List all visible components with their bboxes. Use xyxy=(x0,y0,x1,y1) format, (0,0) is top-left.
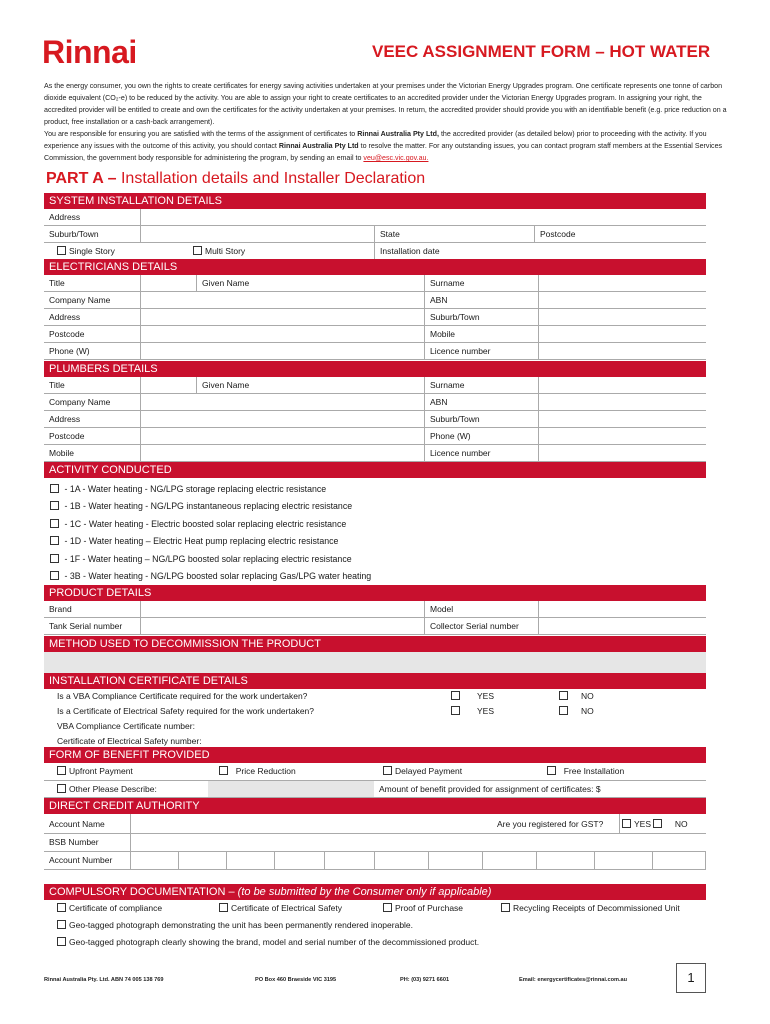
plumb-row-5 xyxy=(44,445,706,462)
elec-row-1 xyxy=(44,275,706,292)
proof-purchase-label: Proof of Purchase xyxy=(395,903,464,913)
vba-question: Is a VBA Compliance Certificate required for the work undertaken? xyxy=(57,691,308,701)
address-label: Address xyxy=(49,212,81,222)
vba-number-label: VBA Compliance Certificate number: xyxy=(57,721,195,731)
credit-section-header: DIRECT CREDIT AUTHORITY xyxy=(44,798,706,814)
elec-title-input[interactable] xyxy=(140,275,196,291)
cert-q2-row xyxy=(44,704,706,719)
activity-1c-label: - 1C - Water heating - Electric boosted solar replacing electric resistance xyxy=(64,519,347,529)
plumb-given-input[interactable] xyxy=(196,377,424,393)
other-benefit-label: Other Please Describe: xyxy=(69,784,157,794)
part-a-title: Installation details and Installer Declaration xyxy=(120,170,426,187)
esc-email-link[interactable]: veu@esc.vic.gov.au. xyxy=(363,154,429,162)
elec-title-label: Title xyxy=(49,278,65,288)
plumb-row-3 xyxy=(44,411,706,428)
compliance-checkbox[interactable] xyxy=(57,903,66,912)
ces-no-checkbox[interactable] xyxy=(559,706,568,715)
elec-row-3 xyxy=(44,309,706,326)
price-reduction-label: Price Reduction xyxy=(235,766,296,776)
elec-given-label: Given Name xyxy=(202,278,250,288)
activity-1f-checkbox[interactable] xyxy=(50,554,59,563)
activity-3b-label: - 3B - Water heating - NG/LPG boosted solar replacing Gas/LPG water heating xyxy=(64,571,372,581)
tank-serial-input[interactable] xyxy=(140,618,424,634)
account-name-label: Account Name xyxy=(49,819,105,829)
elec-licence-label: Licence number xyxy=(424,343,538,359)
docs-header-note: (to be submitted by the Consumer only if applicable) xyxy=(237,886,492,898)
account-digit-1[interactable] xyxy=(130,852,178,869)
activity-item xyxy=(50,553,352,565)
elec-phone-input[interactable] xyxy=(140,343,424,359)
elec-suburb-input[interactable] xyxy=(538,309,706,325)
account-digit-3[interactable] xyxy=(226,852,274,869)
plumb-postcode-label: Postcode xyxy=(49,431,85,441)
rinnai-logo: Rinnai xyxy=(42,34,137,70)
benefit-row-1 xyxy=(44,763,706,781)
plumb-mobile-input[interactable] xyxy=(140,445,424,461)
elec-abn-label: ABN xyxy=(424,292,538,308)
account-digit-4[interactable] xyxy=(274,852,324,869)
system-address-row xyxy=(44,209,706,226)
vba-yes-label: YES xyxy=(477,691,495,701)
postcode-input[interactable] xyxy=(534,226,706,242)
plumb-phone-input[interactable] xyxy=(538,428,706,444)
gst-yes-label: YES xyxy=(634,819,652,829)
activity-3b-checkbox[interactable] xyxy=(50,571,59,580)
plumb-licence-label: Licence number xyxy=(424,445,538,461)
brand-input[interactable] xyxy=(140,601,424,617)
delayed-payment-label: Delayed Payment xyxy=(395,766,463,776)
plumb-row-4 xyxy=(44,428,706,445)
activity-1d-checkbox[interactable] xyxy=(50,536,59,545)
plumb-title-input[interactable] xyxy=(140,377,196,393)
suburb-input[interactable] xyxy=(140,226,374,242)
multi-story-checkbox[interactable] xyxy=(193,246,202,255)
ces-yes-checkbox[interactable] xyxy=(451,706,460,715)
account-digit-7[interactable] xyxy=(428,852,482,869)
recycling-checkbox[interactable] xyxy=(501,903,510,912)
address-input[interactable] xyxy=(140,209,706,225)
docs-row-2 xyxy=(44,917,706,934)
elec-address-label: Address xyxy=(49,312,81,322)
geo-brand-label: Geo-tagged photograph clearly showing the brand, model and serial number of the decommissioned product. xyxy=(69,937,480,947)
vba-yes-checkbox[interactable] xyxy=(451,691,460,700)
method-input[interactable] xyxy=(44,652,706,673)
system-section-header: SYSTEM INSTALLATION DETAILS xyxy=(44,193,706,209)
intro-p2b: Rinnai Australia Pty Ltd, xyxy=(357,130,439,138)
plumb-suburb-label: Suburb/Town xyxy=(424,411,538,427)
footer-phone: PH: (03) 9271 6601 xyxy=(400,977,450,983)
system-story-row xyxy=(44,243,706,260)
product-section-header: PRODUCT DETAILS xyxy=(44,585,706,601)
footer-email: Email: energycertificates@rinnai.com.au xyxy=(519,977,628,983)
model-label: Model xyxy=(424,601,538,617)
page-number: 1 xyxy=(676,963,706,993)
plumb-phone-label: Phone (W) xyxy=(424,428,538,444)
gst-no-checkbox[interactable] xyxy=(653,819,662,828)
electrical-safety-label: Certificate of Electrical Safety xyxy=(231,903,343,913)
account-digit-11[interactable] xyxy=(652,852,706,869)
cert-section-header: INSTALLATION CERTIFICATE DETAILS xyxy=(44,673,706,689)
benefit-row-2 xyxy=(44,781,706,798)
part-a-label: PART A – xyxy=(46,170,117,187)
plumb-mobile-label: Mobile xyxy=(49,448,75,458)
account-digit-8[interactable] xyxy=(482,852,536,869)
gst-no-label: NO xyxy=(674,819,688,829)
plumbers-section-header: PLUMBERS DETAILS xyxy=(44,361,706,377)
system-suburb-row xyxy=(44,226,706,243)
account-number-row xyxy=(44,852,706,870)
installation-date-input[interactable] xyxy=(374,243,706,259)
activity-section-header: ACTIVITY CONDUCTED xyxy=(44,462,706,478)
other-benefit-input[interactable] xyxy=(208,781,374,797)
bsb-input[interactable] xyxy=(130,834,706,851)
multi-story-label: Multi Story xyxy=(205,246,246,256)
ces-question: Is a Certificate of Electrical Safety required for the work undertaken? xyxy=(57,706,315,716)
price-reduction-checkbox[interactable] xyxy=(219,766,228,775)
state-input[interactable] xyxy=(374,226,534,242)
activity-1c-checkbox[interactable] xyxy=(50,519,59,528)
geo-inoperable-label: Geo-tagged photograph demonstrating the unit has been permanently rendered inoperable. xyxy=(69,920,414,930)
account-digit-5[interactable] xyxy=(324,852,374,869)
plumb-address-input[interactable] xyxy=(140,411,424,427)
elec-postcode-label: Postcode xyxy=(49,329,85,339)
delayed-payment-checkbox[interactable] xyxy=(383,766,392,775)
elec-company-label: Company Name xyxy=(49,295,111,305)
account-digit-10[interactable] xyxy=(594,852,652,869)
compliance-label: Certificate of compliance xyxy=(69,903,163,913)
footer-po-box: PO Box 460 Braeside VIC 3195 xyxy=(255,977,337,983)
activity-1f-label: - 1F - Water heating – NG/LPG boosted solar replacing electric resistance xyxy=(64,554,352,564)
single-story-label: Single Story xyxy=(69,246,115,256)
plumb-company-input[interactable] xyxy=(140,394,424,410)
gst-question: Are you registered for GST? xyxy=(497,819,604,829)
vba-no-checkbox[interactable] xyxy=(559,691,568,700)
form-title: VEEC ASSIGNMENT FORM – HOT WATER xyxy=(372,42,711,61)
elec-address-input[interactable] xyxy=(140,309,424,325)
footer-company: Rinnai Australia Pty. Ltd. ABN 74 005 138 769 xyxy=(44,977,164,983)
plumb-abn-input[interactable] xyxy=(538,394,706,410)
recycling-label: Recycling Receipts of Decommissioned Unit xyxy=(513,903,680,913)
account-digit-9[interactable] xyxy=(536,852,594,869)
plumb-abn-label: ABN xyxy=(424,394,538,410)
elec-postcode-input[interactable] xyxy=(140,326,424,342)
plumb-given-label: Given Name xyxy=(202,380,250,390)
plumb-address-label: Address xyxy=(49,414,81,424)
elec-suburb-label: Suburb/Town xyxy=(424,309,538,325)
vba-number-row xyxy=(44,719,706,734)
intro-p2c: the accredited provider (as detailed below) prior to proceeding with the activity. If you experience any issues with the outcome of this activity, you should contact xyxy=(44,130,707,150)
elec-row-5 xyxy=(44,343,706,360)
gst-yes-checkbox[interactable] xyxy=(622,819,631,828)
account-digit-2[interactable] xyxy=(178,852,226,869)
collector-serial-input[interactable] xyxy=(538,618,706,634)
plumb-surname-input[interactable] xyxy=(538,377,706,393)
activity-1a-checkbox[interactable] xyxy=(50,484,59,493)
activity-item xyxy=(50,570,371,582)
account-number-label: Account Number xyxy=(49,855,113,865)
intro-text xyxy=(44,80,729,164)
elec-mobile-label: Mobile xyxy=(424,326,538,342)
elec-surname-label: Surname xyxy=(424,275,538,291)
activity-item xyxy=(50,535,338,547)
docs-section-header xyxy=(44,884,706,900)
elec-row-2 xyxy=(44,292,706,309)
benefit-amount-label: Amount of benefit provided for assignment of certificates: $ xyxy=(379,784,601,794)
intro-p2e: to resolve the matter. For any outstanding issues, you can contact program staff members at the Essential Services Commission, the government body responsible for administering the program, by sending an email to xyxy=(44,142,723,162)
account-digit-6[interactable] xyxy=(374,852,428,869)
activity-1a-label: - 1A - Water heating - NG/LPG storage replacing electric resistance xyxy=(64,484,327,494)
model-input[interactable] xyxy=(538,601,706,617)
activity-item xyxy=(50,483,326,495)
cert-q1-row xyxy=(44,689,706,704)
geo-brand-checkbox[interactable] xyxy=(57,937,66,946)
ces-no-label: NO xyxy=(581,706,594,716)
plumb-title-label: Title xyxy=(49,380,65,390)
account-name-row xyxy=(44,814,706,834)
bsb-label: BSB Number xyxy=(49,837,99,847)
plumb-row-1 xyxy=(44,377,706,394)
upfront-payment-checkbox[interactable] xyxy=(57,766,66,775)
docs-row-1 xyxy=(44,900,706,917)
elec-licence-input[interactable] xyxy=(538,343,706,359)
postcode-label: Postcode xyxy=(540,229,576,239)
intro-p2a: You are responsible for ensuring you are satisfied with the terms of the assignment of certificates to xyxy=(44,130,356,138)
activity-1d-label: - 1D - Water heating – Electric Heat pump replacing electric resistance xyxy=(64,536,339,546)
plumb-postcode-input[interactable] xyxy=(140,428,424,444)
elec-abn-input[interactable] xyxy=(538,292,706,308)
plumb-row-2 xyxy=(44,394,706,411)
elec-surname-input[interactable] xyxy=(538,275,706,291)
intro-p2d: Rinnai Australia Pty Ltd xyxy=(278,142,359,150)
brand-label: Brand xyxy=(49,604,72,614)
other-benefit-checkbox[interactable] xyxy=(57,784,66,793)
elec-row-4 xyxy=(44,326,706,343)
ces-number-label: Certificate of Electrical Safety number: xyxy=(57,736,202,746)
account-name-input[interactable] xyxy=(130,814,484,833)
collector-serial-label: Collector Serial number xyxy=(424,618,538,634)
docs-header-label: COMPULSORY DOCUMENTATION – xyxy=(49,886,235,898)
activity-item xyxy=(50,518,346,530)
suburb-label: Suburb/Town xyxy=(49,229,99,239)
plumb-licence-input[interactable] xyxy=(538,445,706,461)
bsb-row xyxy=(44,834,706,852)
elec-company-input[interactable] xyxy=(140,292,424,308)
tank-serial-label: Tank Serial number xyxy=(49,621,123,631)
geo-inoperable-checkbox[interactable] xyxy=(57,920,66,929)
part-a-heading xyxy=(46,170,425,188)
docs-row-3 xyxy=(44,934,706,951)
product-row-2 xyxy=(44,618,706,635)
upfront-payment-label: Upfront Payment xyxy=(69,766,133,776)
ces-number-row xyxy=(44,734,706,747)
state-label: State xyxy=(380,229,400,239)
electricians-section-header: ELECTRICIANS DETAILS xyxy=(44,259,706,275)
method-section-header: METHOD USED TO DECOMMISSION THE PRODUCT xyxy=(44,636,706,652)
plumb-suburb-input[interactable] xyxy=(538,411,706,427)
activity-1b-checkbox[interactable] xyxy=(50,501,59,510)
electrical-safety-checkbox[interactable] xyxy=(219,903,228,912)
elec-phone-label: Phone (W) xyxy=(49,346,90,356)
elec-mobile-input[interactable] xyxy=(538,326,706,342)
free-installation-label: Free Installation xyxy=(563,766,625,776)
activity-item xyxy=(50,500,352,512)
proof-purchase-checkbox[interactable] xyxy=(383,903,392,912)
activity-1b-label: - 1B - Water heating - NG/LPG instantaneous replacing electric resistance xyxy=(64,501,353,511)
plumb-company-label: Company Name xyxy=(49,397,111,407)
plumb-surname-label: Surname xyxy=(424,377,538,393)
intro-paragraph-1: As the energy consumer, you own the rights to create certificates for energy saving activities undertaken at your premises under the Victorian Energy Upgrades program. One certificate represents one tonne of carbon dioxide equivalent (CO₂-e) to be reduced by the activity. You are able to assign your right to create certificates to an accredited provider under the Victorian Energy Upgrades program. In assigning your right, the accredited provider will be entitled to create and own the certificates for the activity undertaken at your premises. In return, the accredited provider should provide you with an identifiable benefit (e.g. price reduction on a product, free installation or a cash-back arrangement). xyxy=(44,82,727,126)
ces-yes-label: YES xyxy=(477,706,495,716)
installation-date-label: Installation date xyxy=(380,246,440,256)
single-story-checkbox[interactable] xyxy=(57,246,66,255)
free-installation-checkbox[interactable] xyxy=(547,766,556,775)
benefit-section-header: FORM OF BENEFIT PROVIDED xyxy=(44,747,706,763)
elec-given-input[interactable] xyxy=(196,275,424,291)
vba-no-label: NO xyxy=(581,691,594,701)
product-row-1 xyxy=(44,601,706,618)
benefit-amount-input[interactable] xyxy=(630,781,706,797)
